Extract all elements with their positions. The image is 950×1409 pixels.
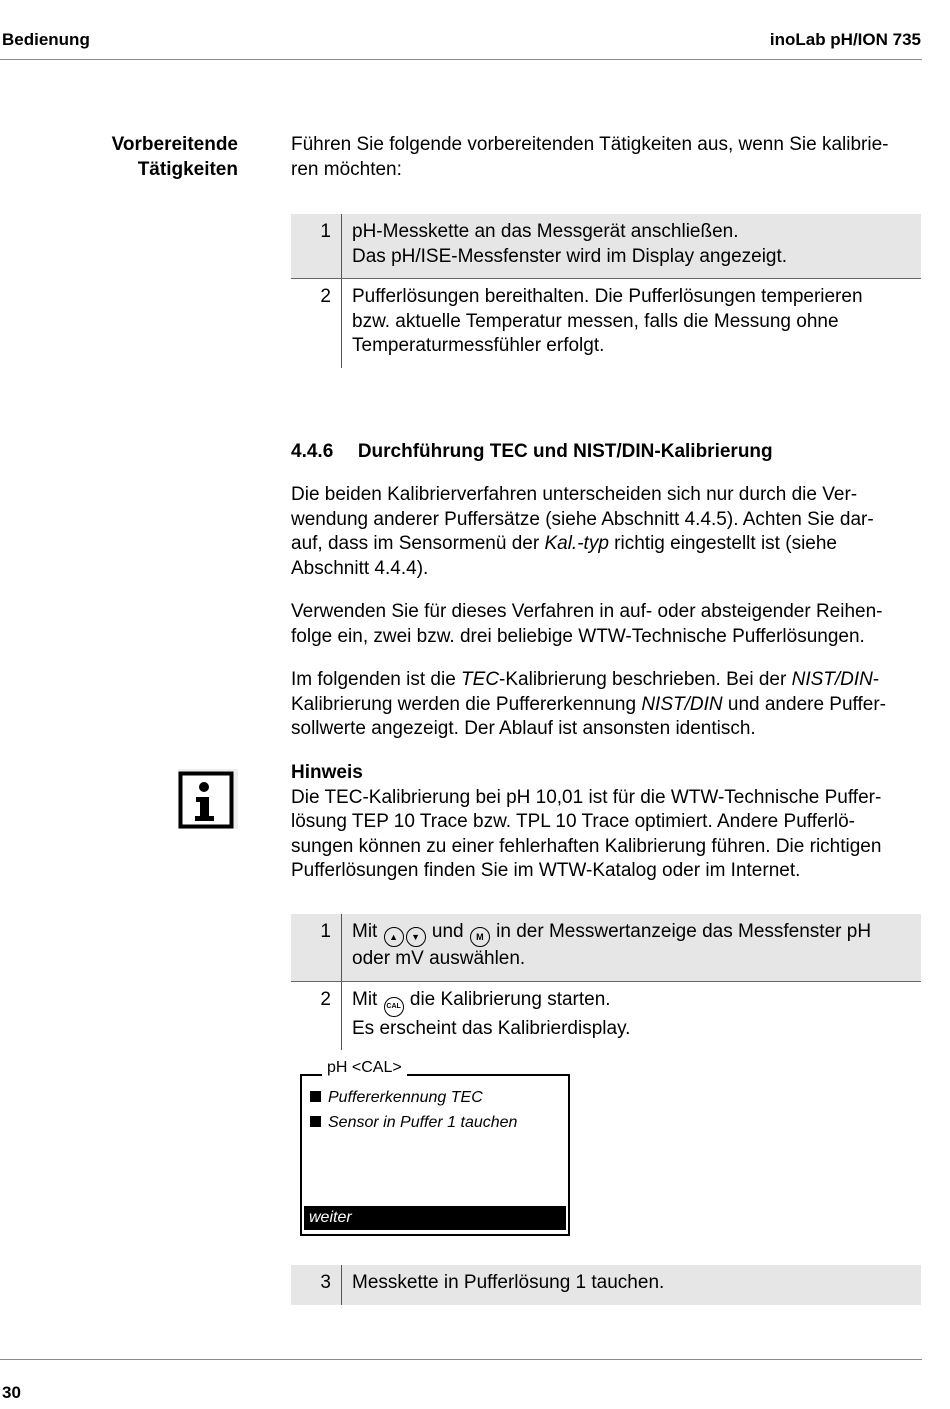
table-row — [291, 981, 921, 1050]
table-row — [291, 1265, 921, 1305]
text-line: wendung anderer Puffersätze (siehe Abschnitt 4.4.5). Achten Sie dar- — [291, 508, 874, 530]
table-row — [291, 279, 921, 368]
text-line: ren möchten: — [291, 158, 402, 180]
text-line: sollwerte angezeigt. Der Ablauf ist ansonsten identisch. — [291, 718, 756, 739]
text-line: folge ein, zwei bzw. drei beliebige WTW-Technische Pufferlösungen. — [291, 625, 865, 647]
text-line: Die beiden Kalibrierverfahren unterscheiden sich nur durch die Ver- — [291, 484, 858, 505]
side-label-line: Tätigkeiten — [137, 158, 238, 180]
text-line: lösung TEP 10 Trace bzw. TPL 10 Trace optimiert. Andere Pufferlö- — [291, 811, 855, 832]
text-run: die Kalibrierung starten. — [404, 988, 611, 1010]
text-line: pH-Messkette an das Messgerät anschließen. — [352, 221, 739, 242]
step-text — [342, 279, 922, 368]
prep-steps-table — [291, 214, 921, 368]
step-number: 2 — [291, 279, 342, 368]
text-line: Abschnitt 4.4.4). — [291, 557, 429, 579]
display-text: Puffererkennung TEC — [328, 1089, 483, 1106]
text-line — [291, 693, 886, 718]
term: NIST/DIN — [641, 693, 723, 715]
display-line-buffer-recognition — [310, 1088, 483, 1108]
section-number: 4.4.6 — [291, 441, 334, 462]
menu-term: Kal.-typ — [544, 533, 609, 554]
note-block — [291, 761, 881, 884]
calibration-display — [300, 1074, 570, 1236]
footer-rule — [0, 1359, 922, 1360]
display-text: Sensor in Puffer 1 tauchen — [328, 1114, 518, 1131]
text-line — [352, 920, 921, 947]
text-line: Das pH/ISE-Messfenster wird im Display angezeigt. — [352, 245, 788, 267]
bullet-square-icon — [310, 1091, 321, 1102]
info-icon — [178, 769, 238, 829]
calibration-step-3-table — [291, 1265, 921, 1305]
display-title: pH <CAL> — [322, 1058, 407, 1078]
display-line-instruction — [310, 1113, 517, 1133]
side-label-line: Vorbereitende — [111, 134, 238, 155]
header-product-name: inoLab pH/ION 735 — [769, 30, 921, 49]
paragraph-1 — [291, 483, 874, 581]
text-line: Führen Sie folgende vorbereitenden Tätigkeiten aus, wenn Sie kalibrie- — [291, 134, 889, 155]
text-line: Temperaturmessfühler erfolgt. — [352, 335, 605, 356]
m-key-icon: M — [470, 927, 490, 947]
term: NIST/DIN — [791, 669, 873, 690]
text-run: Kalibrierung werden die Puffererkennung — [291, 693, 642, 715]
softkey-weiter[interactable]: weiter — [304, 1206, 566, 1230]
term: TEC — [461, 669, 500, 690]
text-line — [352, 988, 921, 1017]
page-number: 30 — [2, 1383, 21, 1402]
side-label-preparation — [112, 133, 238, 182]
text-run: auf, dass im Sensormenü der — [291, 533, 545, 554]
step-number: 2 — [291, 981, 342, 1050]
text-run: richtig eingestellt ist (siehe — [608, 533, 837, 554]
text-line — [291, 532, 874, 557]
text-run: und — [426, 921, 469, 942]
text-line: Verwenden Sie für dieses Verfahren in auf- oder absteigender Reihen- — [291, 601, 883, 622]
section-heading — [291, 441, 773, 463]
step-text — [342, 914, 922, 981]
calibration-steps-table — [291, 914, 921, 1050]
text-run: - — [872, 669, 880, 690]
note-title: Hinweis — [291, 762, 363, 783]
header-section-title: Bedienung — [2, 30, 90, 49]
text-run: Im folgenden ist die — [291, 669, 462, 690]
text-run: in der Messwertanzeige das Messfenster pH — [490, 921, 872, 942]
table-row — [291, 914, 921, 981]
step-text — [342, 981, 922, 1050]
step-number: 1 — [291, 214, 342, 279]
text-run: -Kalibrierung beschrieben. Bei der — [499, 669, 792, 690]
cal-key-icon: CAL — [384, 997, 404, 1017]
step-number: 1 — [291, 914, 342, 981]
section-title: Durchführung TEC und NIST/DIN-Kalibrierung — [357, 441, 773, 462]
text-line: Pufferlösungen bereithalten. Die Pufferlösungen temperieren — [352, 286, 863, 307]
text-run: Mit — [352, 988, 383, 1010]
step-number: 3 — [291, 1265, 342, 1305]
text-run: Mit — [352, 921, 383, 942]
text-line: bzw. aktuelle Temperatur messen, falls die Messung ohne — [352, 310, 839, 332]
prep-intro — [291, 133, 888, 182]
arrow-down-key-icon: ▼ — [406, 927, 426, 947]
text-line: Pufferlösungen finden Sie im WTW-Katalog oder im Internet. — [291, 860, 801, 881]
step-text — [342, 214, 922, 279]
paragraph-2 — [291, 600, 883, 649]
paragraph-3 — [291, 668, 886, 742]
arrow-up-key-icon: ▲ — [384, 927, 404, 947]
text-run: und andere Puffer- — [722, 693, 886, 715]
bullet-square-icon — [310, 1116, 321, 1127]
table-row — [291, 214, 921, 279]
text-line: Die TEC-Kalibrierung bei pH 10,01 ist für die WTW-Technische Puffer- — [291, 786, 882, 808]
text-line — [291, 668, 886, 693]
step-text: Messkette in Pufferlösung 1 tauchen. — [342, 1265, 922, 1305]
text-line: Es erscheint das Kalibrierdisplay. — [352, 1017, 631, 1039]
text-line: sungen können zu einer fehlerhaften Kalibrierung führen. Die richtigen — [291, 835, 882, 857]
text-line: oder mV auswählen. — [352, 948, 526, 969]
header-rule — [0, 59, 922, 60]
